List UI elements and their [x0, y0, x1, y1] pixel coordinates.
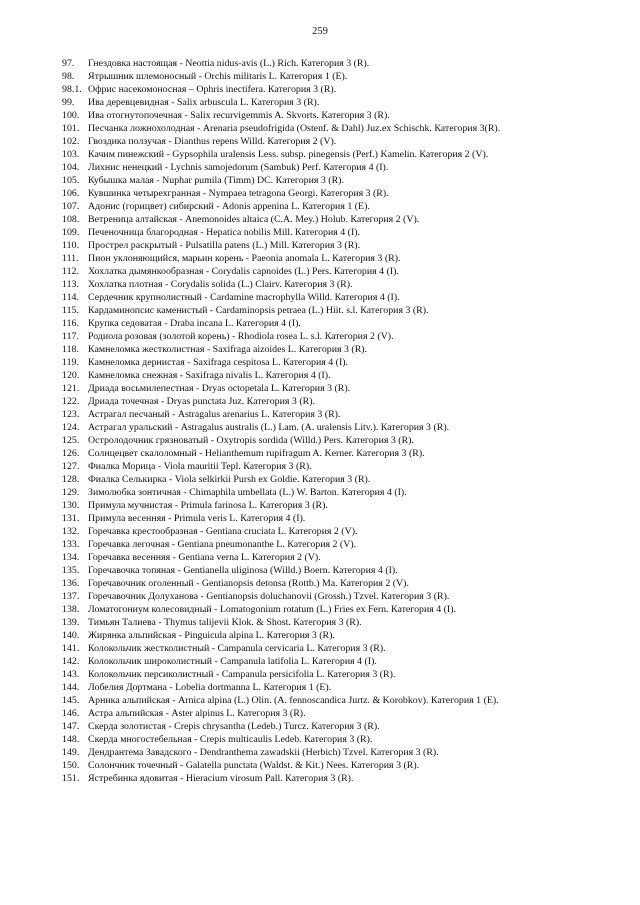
entry-text: Кубышка малая - Nuphar pumila (Timm) DC. Категория 3 (R). [88, 175, 344, 186]
list-item [62, 512, 602, 525]
list-item [62, 642, 602, 655]
entry-text: Остролодочник грязноватый - Oxytropis sordida (Willd.) Pers. Категория 3 (R). [88, 435, 414, 446]
list-item [62, 616, 602, 629]
entry-number: 121. [62, 383, 80, 394]
entry-number: 101. [62, 123, 80, 134]
entry-text: Адонис (горицвет) сибирский - Adonis appenina L. Категория 1 (E). [88, 201, 370, 212]
entry-text: Фиалка Морица - Viola mauritii Tepl. Категория 3 (R). [88, 461, 312, 472]
entry-number: 120. [62, 370, 80, 381]
entry-text: Лихнис ненецкий - Lychnis samojedorum (Sambuk) Perf. Категория 4 (I). [88, 162, 389, 173]
entry-number: 105. [62, 175, 80, 186]
entry-number: 110. [62, 240, 79, 251]
entry-number: 142. [62, 656, 80, 667]
list-item [62, 304, 602, 317]
entry-text: Сердечник крупнолистный - Cardamine macrophylla Willd. Категория 4 (I). [88, 292, 400, 303]
entry-text: Тимьян Талиева - Thymus talijevii Klok. & Shost. Категория 3 (R). [88, 617, 362, 628]
entry-text: Прострел раскрытый - Pulsatilla patens (L.) Mill. Категория 3 (R). [88, 240, 361, 251]
list-item [62, 330, 602, 343]
entry-number: 107. [62, 201, 80, 212]
entry-number: 145. [62, 695, 80, 706]
list-item [62, 460, 602, 473]
entry-number: 126. [62, 448, 80, 459]
entry-text: Горечавочник Долуханова - Gentianopsis doluchanovii (Grossh.) Tzvel. Категория 3 (R). [88, 591, 450, 602]
entry-number: 112. [62, 266, 79, 277]
list-item [62, 538, 602, 551]
entry-text: Хохлатка дымянкообразная - Corydalis capnoides (L.) Pers. Категория 4 (I). [88, 266, 399, 277]
entry-text: Ятрышник шлемоносный - Orchis militaris L. Категория 1 (E). [88, 71, 348, 82]
entry-number: 98.1. [62, 84, 82, 95]
entry-number: 144. [62, 682, 80, 693]
list-item [62, 161, 602, 174]
entry-number: 106. [62, 188, 80, 199]
entry-number: 150. [62, 760, 80, 771]
list-item [62, 694, 602, 707]
entry-text: Горечавка весенняя - Gentiana verna L. Категория 2 (V). [88, 552, 321, 563]
entry-text: Фиалка Селькирка - Viola selkirkii Pursh ex Goldie. Категория 3 (R). [88, 474, 371, 485]
list-item [62, 187, 602, 200]
list-item [62, 135, 602, 148]
list-item [62, 564, 602, 577]
list-item [62, 122, 602, 135]
entry-text: Колокольчик широколистный - Campanula latifolia L. Категория 4 (I). [88, 656, 377, 667]
entry-number: 125. [62, 435, 80, 446]
entry-text: Арника альпийская - Arnica alpina (L.) Olin. (A. fennoscandica Jurtz. & Korobkov). Категория 1 (E). [88, 695, 499, 706]
entry-text: Качим пинежский - Gypsophila uralensis Less. subsp. pinegensis (Perf.) Kamelin. Категория 2 (V). [88, 149, 489, 160]
list-item [62, 382, 602, 395]
list-item [62, 317, 602, 330]
list-item [62, 83, 602, 96]
entry-number: 113. [62, 279, 79, 290]
entry-text: Примула весенняя - Primula veris L. Категория 4 (I). [88, 513, 306, 524]
entry-text: Кувшинка четырехгранная - Nympaea tetragona Georgi. Категория 3 (R). [88, 188, 389, 199]
entry-number: 119. [62, 357, 79, 368]
entry-number: 114. [62, 292, 79, 303]
entry-text: Горечавочка топяная - Gentianella uliginosa (Willd.) Boern. Категория 4 (I). [88, 565, 398, 576]
entry-number: 128. [62, 474, 80, 485]
entry-number: 146. [62, 708, 80, 719]
list-item [62, 265, 602, 278]
entry-text: Горечавка легочная - Gentiana pneumonanthe L. Категория 2 (V). [88, 539, 357, 550]
list-item [62, 213, 602, 226]
list-item [62, 395, 602, 408]
list-item [62, 226, 602, 239]
list-item [62, 655, 602, 668]
list-item [62, 707, 602, 720]
entry-number: 100. [62, 110, 80, 121]
entry-number: 104. [62, 162, 80, 173]
list-item [62, 278, 602, 291]
list-item [62, 629, 602, 642]
entry-text: Камнеломка снежная - Saxifraga nivalis L. Категория 4 (I). [88, 370, 331, 381]
entry-text: Родиола розовая (золотой корень) - Rhodiola rosea L. s.l. Категория 2 (V). [88, 331, 394, 342]
entry-number: 143. [62, 669, 80, 680]
entry-number: 123. [62, 409, 80, 420]
list-item [62, 70, 602, 83]
entry-number: 151. [62, 773, 80, 784]
list-item [62, 421, 602, 434]
entry-number: 116. [62, 318, 79, 329]
list-item [62, 356, 602, 369]
list-item [62, 772, 602, 785]
entry-number: 131. [62, 513, 80, 524]
entry-number: 129. [62, 487, 80, 498]
list-item [62, 720, 602, 733]
entry-text: Скерда золотистая - Crepis chrysantha (Ledeb.) Turcz. Категория 3 (R). [88, 721, 380, 732]
entry-text: Ива деревцевидная - Salix arbuscula L. Категория 3 (R). [88, 97, 320, 108]
list-item [62, 408, 602, 421]
list-item [62, 447, 602, 460]
entry-text: Дендрантема Завадского - Dendranthema zawadskii (Herbich) Tzvel. Категория 3 (R). [88, 747, 439, 758]
entry-number: 132. [62, 526, 80, 537]
entry-text: Колокольчик персиколистный - Campanula persicifolia L. Категория 3 (R). [88, 669, 396, 680]
entry-number: 138. [62, 604, 80, 615]
entry-text: Офрис насекомоносная – Ophris inectifera. Категория 3 (R). [88, 84, 337, 95]
entry-number: 109. [62, 227, 80, 238]
list-item [62, 590, 602, 603]
entry-text: Ива отогнутопочечная - Salix recurvigemmis A. Skvorts. Категория 3 (R). [88, 110, 390, 121]
list-item [62, 57, 602, 70]
list-item [62, 369, 602, 382]
list-item [62, 486, 602, 499]
page-number: 259 [312, 26, 328, 37]
entry-text: Примула мучнистая - Primula farinosa L. Категория 3 (R). [88, 500, 328, 511]
list-item [62, 603, 602, 616]
entry-number: 99. [62, 97, 75, 108]
list-item [62, 200, 602, 213]
entry-number: 139. [62, 617, 80, 628]
entry-number: 141. [62, 643, 80, 654]
entry-text: Хохлатка плотная - Corydalis solida (L.) Clairv. Категория 3 (R). [88, 279, 353, 290]
entry-number: 148. [62, 734, 80, 745]
entry-text: Жирянка альпийская - Pinguicula alpina L. Категория 3 (R). [88, 630, 335, 641]
list-item [62, 746, 602, 759]
entry-text: Кардаминопсис каменистый - Cardaminopsis petraea (L.) Hiit. s.l. Категория 3 (R). [88, 305, 429, 316]
list-item [62, 668, 602, 681]
entry-text: Ястребинка ядовитая - Hieracium virosum Pall. Категория 3 (R). [88, 773, 354, 784]
entry-text: Дриада восьмилепестная - Dryas octopetala L. Категория 3 (R). [88, 383, 351, 394]
list-item [62, 473, 602, 486]
entry-text: Зимолюбка зонтичная - Chimaphila umbellata (L.) W. Barton. Категория 4 (I). [88, 487, 407, 498]
entry-number: 108. [62, 214, 80, 225]
entry-number: 103. [62, 149, 80, 160]
entry-text: Астрагал уральский - Astragalus australis (L.) Lam. (A. uralensis Litv.). Категория 3 (R). [88, 422, 450, 433]
entry-text: Пион уклоняющийся, марьин корень - Paeonia anomala L. Категория 3 (R). [88, 253, 401, 264]
entry-number: 98. [62, 71, 75, 82]
list-item [62, 525, 602, 538]
entry-text: Гнездовка настоящая - Neottia nidus-avis (L.) Rich. Категория 3 (R). [88, 58, 370, 69]
species-list [62, 57, 602, 785]
entry-text: Астра альпийская - Aster alpinus L. Категория 3 (R). [88, 708, 306, 719]
entry-number: 111. [62, 253, 79, 264]
entry-number: 137. [62, 591, 80, 602]
entry-text: Ветреница алтайская - Anemonoides altaica (C.A. Mey.) Holub. Категория 2 (V). [88, 214, 420, 225]
entry-text: Печеночница благородная - Hepatica nobilis Mill. Категория 4 (I). [88, 227, 360, 238]
entry-number: 102. [62, 136, 80, 147]
entry-number: 136. [62, 578, 80, 589]
list-item [62, 343, 602, 356]
list-item [62, 109, 602, 122]
list-item [62, 681, 602, 694]
entry-number: 130. [62, 500, 80, 511]
entry-text: Ломатогониум колесовидный - Lomatogonium rotatum (L.) Fries ex Fern. Категория 4 (I). [88, 604, 456, 615]
entry-number: 127. [62, 461, 80, 472]
entry-number: 149. [62, 747, 80, 758]
list-item [62, 434, 602, 447]
entry-number: 147. [62, 721, 80, 732]
entry-text: Дриада точечная - Dryas punctata Juz. Категория 3 (R). [88, 396, 315, 407]
list-item [62, 291, 602, 304]
list-item [62, 499, 602, 512]
entry-text: Скерда многостебельная - Crepis multicaulis Ledeb. Категория 3 (R). [88, 734, 373, 745]
entry-number: 133. [62, 539, 80, 550]
entry-number: 124. [62, 422, 80, 433]
list-item [62, 733, 602, 746]
list-item [62, 252, 602, 265]
entry-text: Горечавка крестообразная - Gentiana cruciata L. Категория 2 (V). [88, 526, 358, 537]
list-item [62, 577, 602, 590]
entry-number: 97. [62, 58, 75, 69]
entry-number: 135. [62, 565, 80, 576]
entry-number: 140. [62, 630, 80, 641]
entry-number: 115. [62, 305, 79, 316]
entry-number: 117. [62, 331, 79, 342]
entry-number: 134. [62, 552, 80, 563]
list-item [62, 239, 602, 252]
entry-text: Камнеломка дернистая - Saxifraga cespitosa L. Категория 4 (I). [88, 357, 349, 368]
entry-text: Песчанка ложнохолодная - Arenaria pseudofrigida (Ostenf. & Dahl) Juz.ex Schischk. Категория 3(R). [88, 123, 501, 134]
entry-text: Солончник точечный - Galatella punctata (Waldst. & Kit.) Nees. Категория 3 (R). [88, 760, 420, 771]
list-item [62, 174, 602, 187]
entry-number: 118. [62, 344, 79, 355]
entry-text: Гвоздика ползучая - Dianthus repens Willd. Категория 2 (V). [88, 136, 337, 147]
entry-text: Астрагал песчаный - Astragalus arenarius L. Категория 3 (R). [88, 409, 341, 420]
list-item [62, 551, 602, 564]
list-item [62, 148, 602, 161]
entry-text: Камнеломка жестколистная - Saxifraga aizoides L. Категория 3 (R). [88, 344, 368, 355]
entry-text: Горечавочник оголенный - Gentianopsis detonsa (Rottb.) Ma. Категория 2 (V). [88, 578, 409, 589]
list-item [62, 96, 602, 109]
list-item [62, 759, 602, 772]
entry-text: Колокольчик жестколистный - Campanula cervicaria L. Категория 3 (R). [88, 643, 386, 654]
entry-text: Солнцецвет скалоломный - Helianthemum rupifragum A. Kerner. Категория 3 (R). [88, 448, 425, 459]
entry-number: 122. [62, 396, 80, 407]
entry-text: Крупка седоватая - Draba incana L. Категория 4 (I). [88, 318, 301, 329]
entry-text: Лобелия Дортмана - Lobelia dortmanna L. Категория 1 (E). [88, 682, 332, 693]
